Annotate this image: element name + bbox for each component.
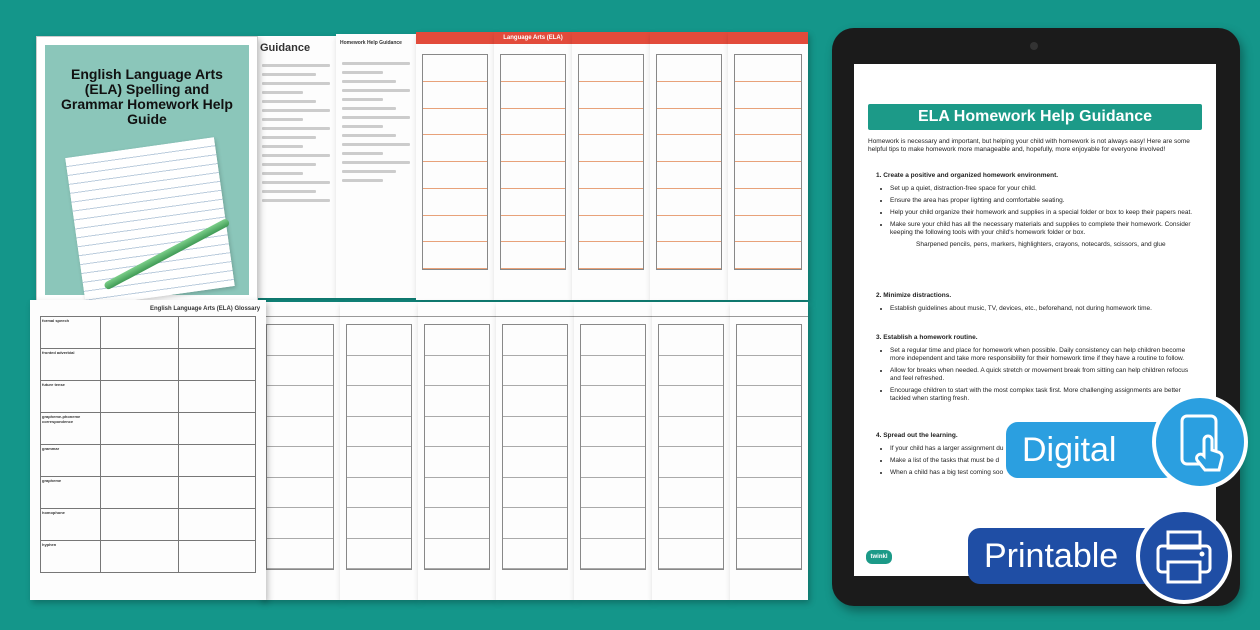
glossary-example xyxy=(178,509,255,541)
digital-badge: Digital xyxy=(1006,422,1176,478)
glossary-sheet-4 xyxy=(418,302,496,600)
glossary-term: grapheme-phoneme correspondence xyxy=(41,413,101,445)
activity-sheet-5 xyxy=(728,32,808,300)
section-1 xyxy=(876,172,1196,249)
table-row xyxy=(41,477,256,509)
section-item: • Set up a quiet, distraction-free space for your child. xyxy=(890,185,1196,193)
lined-paper-illustration xyxy=(65,137,234,304)
glossary-sheet-2 xyxy=(260,302,340,600)
section-heading: 1. Create a positive and organized homework environment. xyxy=(876,172,1059,179)
section-item: • Make sure your child has all the necessary materials and supplies to complete their homework. Consider keeping the following tools with your child's homework folder or box. xyxy=(890,221,1196,237)
glossary-example xyxy=(178,317,255,349)
glossary-example xyxy=(178,477,255,509)
twinkl-logo: twinkl xyxy=(866,550,892,564)
glossary-definition xyxy=(101,413,178,445)
section-item: • If your child has a larger assignment du xyxy=(890,445,1196,453)
table-row xyxy=(41,349,256,381)
section-item: • Help your child organize their homework and supplies in a special folder or box to keep their papers neat. xyxy=(890,209,1196,217)
table-row xyxy=(41,381,256,413)
cover-frame xyxy=(43,43,251,297)
printable-badge: Printable xyxy=(968,528,1178,584)
section-item: • Establish guidelines about music, TV, devices, etc., beforehand, not during homework time. xyxy=(890,305,1196,313)
glossary-definition xyxy=(101,349,178,381)
glossary-table xyxy=(40,316,256,573)
cover-page xyxy=(36,36,258,304)
table-row xyxy=(41,509,256,541)
glossary-term: grapheme xyxy=(41,477,101,509)
glossary-definition xyxy=(101,445,178,477)
glossary-sheet-5 xyxy=(496,302,574,600)
activity-sheet-4 xyxy=(650,32,728,300)
glossary-definition xyxy=(101,381,178,413)
glossary-term: hyphen xyxy=(41,541,101,573)
glossary-example xyxy=(178,349,255,381)
table-row xyxy=(41,317,256,349)
cover-title: English Language Arts (ELA) Spelling and Grammar Homework Help Guide xyxy=(61,66,233,127)
glossary-definition xyxy=(101,477,178,509)
glossary-term: homophone xyxy=(41,509,101,541)
camera-icon xyxy=(1030,42,1038,50)
activity-sheet-2 xyxy=(494,32,572,300)
section-2 xyxy=(876,292,1196,317)
help-sheet xyxy=(336,34,416,298)
table-row xyxy=(41,413,256,445)
section-item: • Allow for breaks when needed. A quick stretch or movement break from sitting can help children refocus and feel refreshed. xyxy=(890,367,1196,383)
glossary-example xyxy=(178,445,255,477)
section-item: • When a child has a big test coming soo xyxy=(890,469,1196,477)
glossary-definition xyxy=(101,509,178,541)
section-item: • Set a regular time and place for homework when possible. Daily consistency can help children become more independent and take more responsibility for their homework time if they have a routine to follow. xyxy=(890,347,1196,363)
glossary-term: grammar xyxy=(41,445,101,477)
glossary-definition xyxy=(101,317,178,349)
section-heading: 3. Establish a homework routine. xyxy=(876,334,978,341)
section-item: • Encourage children to start with the most complex task first. More challenging assignments are better tackled when starting fresh. xyxy=(890,387,1196,403)
glossary-sheet-7 xyxy=(652,302,730,600)
table-row xyxy=(41,445,256,477)
glossary-term: future tense xyxy=(41,381,101,413)
help-fragment: Homework Help Guidance xyxy=(340,40,402,46)
table-row xyxy=(41,541,256,573)
glossary-sheet-3 xyxy=(340,302,418,600)
glossary-example xyxy=(178,413,255,445)
section-heading: 2. Minimize distractions. xyxy=(876,292,952,299)
section-item: • Make a list of the tasks that must be d xyxy=(890,457,1196,465)
glossary-sheet xyxy=(30,300,266,600)
section-item: • Ensure the area has proper lighting and comfortable seating. xyxy=(890,197,1196,205)
glossary-example xyxy=(178,381,255,413)
guidance-intro: Homework is necessary and important, but helping your child with homework is not always easy! Here are some helpful tips to make homework more manageable and, hopefully, more enjoyable for everyone involved! xyxy=(868,138,1190,153)
section-heading: 4. Spread out the learning. xyxy=(876,432,958,439)
guidance-sheet xyxy=(256,36,336,298)
glossary-term: fronted adverbial xyxy=(41,349,101,381)
supplies-note: Sharpened pencils, pens, markers, highlighters, crayons, notecards, scissors, and glue xyxy=(916,241,1166,248)
glossary-term: formal speech xyxy=(41,317,101,349)
activity-sheet-3 xyxy=(572,32,650,300)
guidance-banner: ELA Homework Help Guidance xyxy=(868,104,1202,130)
activity-sheet-1 xyxy=(416,32,494,300)
glossary-example xyxy=(178,541,255,573)
printer-icon xyxy=(1136,508,1232,604)
glossary-fragment: Language Arts (ELA) Glossary xyxy=(494,32,572,44)
glossary-definition xyxy=(101,541,178,573)
glossary-header: English Language Arts (ELA) Glossary xyxy=(150,306,261,312)
tablet-touch-icon xyxy=(1152,394,1248,490)
glossary-sheet-6 xyxy=(574,302,652,600)
section-3 xyxy=(876,334,1196,407)
tablet-screen xyxy=(854,64,1216,576)
guidance-fragment: Guidance xyxy=(260,42,311,54)
glossary-sheet-8 xyxy=(730,302,808,600)
